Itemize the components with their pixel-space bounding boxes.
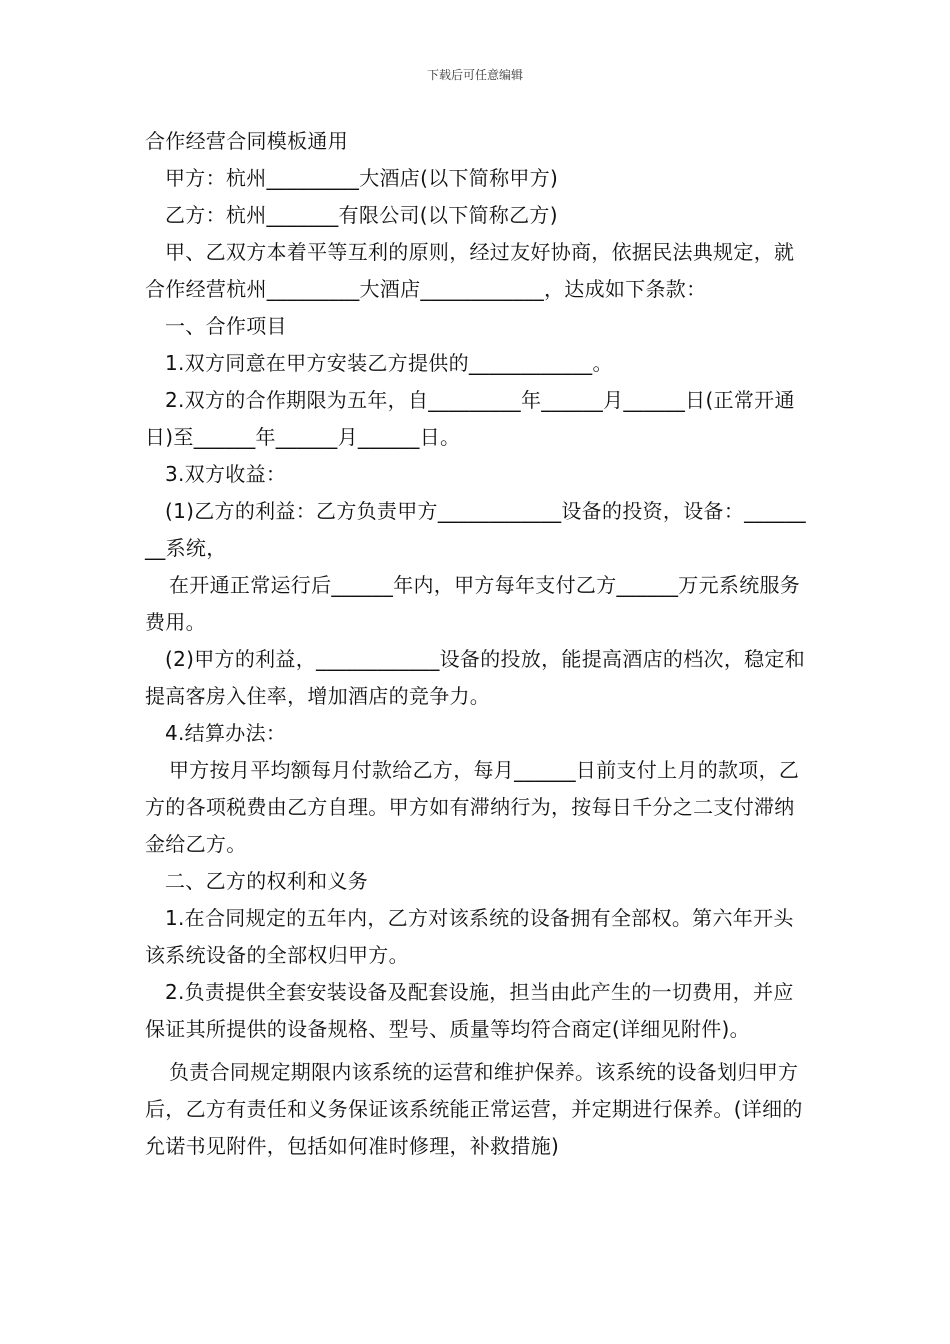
clause-1-3: 3.双方收益：	[165, 462, 287, 486]
clause-1-4: 4.结算办法：	[165, 721, 287, 745]
clause-1-3-1-continued: 在开通正常运行后______年内，甲方每年支付乙方______万元系统服务费用。	[145, 573, 801, 634]
clause-1-4-text: 甲方按月平均额每月付款给乙方，每月______日前支付上月的款项，乙方的各项税费由乙方自理。甲方如有滞纳行为，按每日千分之二支付滞纳金给乙方。	[145, 758, 800, 856]
clause-1-2: 2.双方的合作期限为五年，自_________年______月______日(正常开通日)至______年______月______日。	[145, 388, 795, 449]
section-1-heading: 一、合作项目	[165, 314, 287, 338]
clause-1-3-1: (1)乙方的利益：乙方负责甲方____________设备的投资，设备：________系统，	[145, 499, 806, 560]
clause-2-2: 2.负责提供全套安装设备及配套设施，担当由此产生的一切费用，并应保证其所提供的设备规格、型号、质量等均符合商定(详细见附件)。	[145, 980, 794, 1041]
clause-1-1: 1.双方同意在甲方安装乙方提供的____________。	[165, 351, 613, 375]
document-title: 合作经营合同模板通用	[145, 129, 348, 153]
party-b-line: 乙方：杭州_______有限公司(以下简称乙方)	[165, 203, 558, 227]
clause-1-3-2: (2)甲方的利益，____________设备的投放，能提高酒店的档次，稳定和提高客房入住率，增加酒店的竞争力。	[145, 647, 806, 708]
contract-body	[145, 123, 810, 1165]
page-header-note: 下载后可任意编辑	[426, 68, 523, 82]
preamble-paragraph: 甲、乙双方本着平等互利的原则，经过友好协商，依据民法典规定，就合作经营杭州_________大酒店____________，达成如下条款：	[145, 240, 795, 301]
party-a-line: 甲方：杭州_________大酒店(以下简称甲方)	[165, 166, 559, 190]
clause-2-3: 负责合同规定期限内该系统的运营和维护保养。该系统的设备划归甲方后，乙方有责任和义务保证该系统能正常运营，并定期进行保养。(详细的允诺书见附件，包括如何准时修理，补救措施)	[145, 1060, 803, 1158]
clause-2-1: 1.在合同规定的五年内，乙方对该系统的设备拥有全部权。第六年开头该系统设备的全部权归甲方。	[145, 906, 794, 967]
section-2-heading: 二、乙方的权利和义务	[165, 869, 368, 893]
